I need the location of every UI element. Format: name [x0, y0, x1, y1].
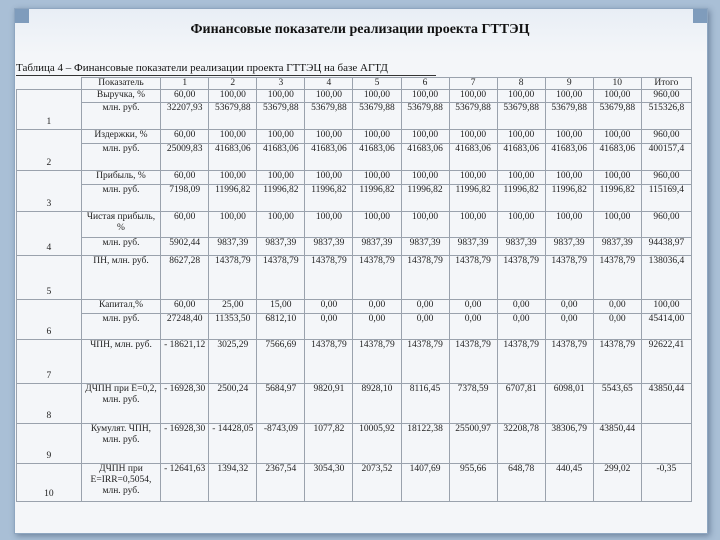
- value-cell: 25009,83: [161, 144, 209, 171]
- value-cell: 14378,79: [401, 340, 449, 384]
- value-cell: 100,00: [449, 130, 497, 144]
- value-cell: -8743,09: [257, 424, 305, 464]
- value-cell: 53679,88: [257, 103, 305, 130]
- value-cell: 45414,00: [641, 314, 691, 340]
- value-cell: 100,00: [593, 130, 641, 144]
- value-cell: 43850,44: [641, 384, 691, 424]
- value-cell: 1394,32: [209, 464, 257, 502]
- value-cell: 25500,97: [449, 424, 497, 464]
- value-cell: 100,00: [401, 130, 449, 144]
- value-cell: 100,00: [545, 171, 593, 185]
- value-cell: 100,00: [497, 130, 545, 144]
- column-header: 6: [401, 78, 449, 90]
- value-cell: 100,00: [593, 171, 641, 185]
- value-cell: 100,00: [545, 90, 593, 103]
- value-cell: 32208,78: [497, 424, 545, 464]
- row-number: 6: [17, 300, 82, 340]
- indicator-name: млн. руб.: [81, 144, 160, 171]
- value-cell: 41683,06: [257, 144, 305, 171]
- value-cell: 25,00: [209, 300, 257, 314]
- value-cell: 100,00: [257, 90, 305, 103]
- indicator-name: Издержки, %: [81, 130, 160, 144]
- value-cell: 53679,88: [593, 103, 641, 130]
- value-cell: 14378,79: [449, 256, 497, 300]
- value-cell: 2073,52: [353, 464, 401, 502]
- indicator-name: Капитал,%: [81, 300, 160, 314]
- value-cell: 7198,09: [161, 185, 209, 212]
- value-cell: 100,00: [257, 171, 305, 185]
- value-cell: 100,00: [497, 212, 545, 238]
- table-row: [17, 314, 692, 340]
- value-cell: 9837,39: [209, 238, 257, 256]
- value-cell: 100,00: [257, 212, 305, 238]
- value-cell: - 18621,12: [161, 340, 209, 384]
- table-row: [17, 300, 692, 314]
- value-cell: 11996,82: [545, 185, 593, 212]
- indicator-name: ДЧПН при E=IRR=0,5054, млн. руб.: [81, 464, 160, 502]
- value-cell: 100,00: [449, 212, 497, 238]
- value-cell: 41683,06: [209, 144, 257, 171]
- value-cell: 0,00: [353, 300, 401, 314]
- table-row: [17, 256, 692, 300]
- value-cell: 440,45: [545, 464, 593, 502]
- value-cell: 18122,38: [401, 424, 449, 464]
- value-cell: 14378,79: [497, 256, 545, 300]
- table-row: [17, 238, 692, 256]
- value-cell: 11353,50: [209, 314, 257, 340]
- value-cell: 299,02: [593, 464, 641, 502]
- value-cell: 53679,88: [449, 103, 497, 130]
- value-cell: 7378,59: [449, 384, 497, 424]
- value-cell: 14378,79: [593, 340, 641, 384]
- indicator-name: ЧПН, млн. руб.: [81, 340, 160, 384]
- value-cell: 10005,92: [353, 424, 401, 464]
- value-cell: 100,00: [209, 212, 257, 238]
- value-cell: 100,00: [449, 90, 497, 103]
- value-cell: 11996,82: [209, 185, 257, 212]
- value-cell: 53679,88: [305, 103, 353, 130]
- value-cell: 9837,39: [497, 238, 545, 256]
- value-cell: 11996,82: [497, 185, 545, 212]
- value-cell: 9837,39: [401, 238, 449, 256]
- value-cell: 9837,39: [257, 238, 305, 256]
- value-cell: 100,00: [401, 171, 449, 185]
- value-cell: 960,00: [641, 212, 691, 238]
- value-cell: 11996,82: [257, 185, 305, 212]
- row-number-header: [17, 78, 82, 90]
- value-cell: 9837,39: [449, 238, 497, 256]
- table-row: [17, 130, 692, 144]
- table-row: [17, 144, 692, 171]
- value-cell: 0,00: [449, 314, 497, 340]
- value-cell: 9837,39: [593, 238, 641, 256]
- value-cell: 100,00: [497, 90, 545, 103]
- value-cell: 94438,97: [641, 238, 691, 256]
- slide-title: Финансовые показатели реализации проекта ГТТЭЦ: [190, 22, 530, 37]
- value-cell: 7566,69: [257, 340, 305, 384]
- row-number: 1: [17, 90, 82, 130]
- value-cell: 27248,40: [161, 314, 209, 340]
- value-cell: 0,00: [401, 314, 449, 340]
- value-cell: 41683,06: [305, 144, 353, 171]
- value-cell: 14378,79: [497, 340, 545, 384]
- value-cell: - 12641,63: [161, 464, 209, 502]
- value-cell: 14378,79: [305, 256, 353, 300]
- value-cell: 960,00: [641, 90, 691, 103]
- value-cell: - 14428,05: [209, 424, 257, 464]
- value-cell: 3025,29: [209, 340, 257, 384]
- value-cell: 0,00: [305, 314, 353, 340]
- value-cell: 2367,54: [257, 464, 305, 502]
- indicator-name: ДЧПН при E=0,2, млн. руб.: [81, 384, 160, 424]
- corner-decoration-right: [693, 9, 707, 23]
- indicator-name: млн. руб.: [81, 185, 160, 212]
- value-cell: 14378,79: [545, 340, 593, 384]
- value-cell: 100,00: [353, 212, 401, 238]
- value-cell: 41683,06: [401, 144, 449, 171]
- indicator-name: млн. руб.: [81, 314, 160, 340]
- row-number: 2: [17, 130, 82, 171]
- corner-decoration-left: [15, 9, 29, 23]
- value-cell: 2500,24: [209, 384, 257, 424]
- table-row: [17, 212, 692, 238]
- indicator-name: млн. руб.: [81, 238, 160, 256]
- value-cell: 0,00: [593, 314, 641, 340]
- value-cell: -0,35: [641, 464, 691, 502]
- value-cell: 100,00: [353, 130, 401, 144]
- value-cell: 100,00: [545, 212, 593, 238]
- value-cell: 100,00: [353, 171, 401, 185]
- row-number: 7: [17, 340, 82, 384]
- value-cell: 8928,10: [353, 384, 401, 424]
- value-cell: 41683,06: [545, 144, 593, 171]
- value-cell: 41683,06: [449, 144, 497, 171]
- value-cell: 60,00: [161, 90, 209, 103]
- indicator-name: Выручка, %: [81, 90, 160, 103]
- table-row: [17, 384, 692, 424]
- column-header: 1: [161, 78, 209, 90]
- value-cell: 0,00: [497, 300, 545, 314]
- value-cell: 100,00: [593, 90, 641, 103]
- row-number: 5: [17, 256, 82, 300]
- table-row: [17, 340, 692, 384]
- value-cell: 14378,79: [401, 256, 449, 300]
- value-cell: 648,78: [497, 464, 545, 502]
- table-row: [17, 464, 692, 502]
- value-cell: 0,00: [449, 300, 497, 314]
- value-cell: 6812,10: [257, 314, 305, 340]
- value-cell: 60,00: [161, 300, 209, 314]
- table-row: [17, 90, 692, 103]
- value-cell: 955,66: [449, 464, 497, 502]
- value-cell: [641, 424, 691, 464]
- value-cell: 100,00: [545, 130, 593, 144]
- value-cell: 6707,81: [497, 384, 545, 424]
- value-cell: 9820,91: [305, 384, 353, 424]
- column-header: 2: [209, 78, 257, 90]
- indicator-name: Кумулят. ЧПН, млн. руб.: [81, 424, 160, 464]
- table-row: [17, 103, 692, 130]
- column-header: 9: [545, 78, 593, 90]
- value-cell: 0,00: [353, 314, 401, 340]
- value-cell: 100,00: [305, 130, 353, 144]
- indicator-name: ПН, млн. руб.: [81, 256, 160, 300]
- column-header: Итого: [641, 78, 691, 90]
- value-cell: 100,00: [305, 212, 353, 238]
- value-cell: 0,00: [305, 300, 353, 314]
- column-header: 7: [449, 78, 497, 90]
- indicator-name: Прибыль, %: [81, 171, 160, 185]
- value-cell: 100,00: [449, 171, 497, 185]
- column-header: 4: [305, 78, 353, 90]
- row-number: 8: [17, 384, 82, 424]
- value-cell: 0,00: [545, 300, 593, 314]
- value-cell: 8627,28: [161, 256, 209, 300]
- value-cell: 92622,41: [641, 340, 691, 384]
- value-cell: 100,00: [209, 130, 257, 144]
- value-cell: 960,00: [641, 171, 691, 185]
- table-row: [17, 171, 692, 185]
- value-cell: 14378,79: [305, 340, 353, 384]
- value-cell: 115169,4: [641, 185, 691, 212]
- value-cell: 60,00: [161, 212, 209, 238]
- value-cell: 100,00: [353, 90, 401, 103]
- value-cell: 100,00: [497, 171, 545, 185]
- column-header: 3: [257, 78, 305, 90]
- value-cell: 0,00: [401, 300, 449, 314]
- indicator-name: млн. руб.: [81, 103, 160, 130]
- row-number: 4: [17, 212, 82, 256]
- value-cell: 11996,82: [401, 185, 449, 212]
- value-cell: 41683,06: [593, 144, 641, 171]
- value-cell: 100,00: [209, 171, 257, 185]
- value-cell: 11996,82: [593, 185, 641, 212]
- value-cell: 15,00: [257, 300, 305, 314]
- value-cell: - 16928,30: [161, 424, 209, 464]
- value-cell: 0,00: [545, 314, 593, 340]
- value-cell: 11996,82: [353, 185, 401, 212]
- value-cell: 53679,88: [209, 103, 257, 130]
- value-cell: 53679,88: [497, 103, 545, 130]
- value-cell: 14378,79: [545, 256, 593, 300]
- value-cell: 0,00: [497, 314, 545, 340]
- column-header: 5: [353, 78, 401, 90]
- column-header: 8: [497, 78, 545, 90]
- value-cell: 14378,79: [353, 256, 401, 300]
- value-cell: 960,00: [641, 130, 691, 144]
- column-header-indicator: Показатель: [81, 78, 160, 90]
- value-cell: 5684,97: [257, 384, 305, 424]
- value-cell: 43850,44: [593, 424, 641, 464]
- caption-underline: [16, 75, 436, 76]
- value-cell: 14378,79: [257, 256, 305, 300]
- value-cell: 32207,93: [161, 103, 209, 130]
- table-caption: Таблица 4 – Финансовые показатели реализации проекта ГТТЭЦ на базе АГТД: [16, 62, 388, 74]
- value-cell: 9837,39: [545, 238, 593, 256]
- value-cell: 138036,4: [641, 256, 691, 300]
- value-cell: - 16928,30: [161, 384, 209, 424]
- value-cell: 1077,82: [305, 424, 353, 464]
- row-number: 3: [17, 171, 82, 212]
- value-cell: 400157,4: [641, 144, 691, 171]
- value-cell: 8116,45: [401, 384, 449, 424]
- value-cell: 60,00: [161, 130, 209, 144]
- value-cell: 6098,01: [545, 384, 593, 424]
- value-cell: 14378,79: [209, 256, 257, 300]
- value-cell: 5902,44: [161, 238, 209, 256]
- value-cell: 100,00: [305, 90, 353, 103]
- value-cell: 100,00: [593, 212, 641, 238]
- value-cell: 515326,8: [641, 103, 691, 130]
- value-cell: 100,00: [401, 90, 449, 103]
- financial-table: [16, 77, 692, 502]
- value-cell: 60,00: [161, 171, 209, 185]
- value-cell: 53679,88: [353, 103, 401, 130]
- value-cell: 9837,39: [305, 238, 353, 256]
- value-cell: 41683,06: [497, 144, 545, 171]
- value-cell: 11996,82: [305, 185, 353, 212]
- value-cell: 5543,65: [593, 384, 641, 424]
- value-cell: 14378,79: [449, 340, 497, 384]
- value-cell: 1407,69: [401, 464, 449, 502]
- value-cell: 9837,39: [353, 238, 401, 256]
- value-cell: 100,00: [209, 90, 257, 103]
- value-cell: 100,00: [641, 300, 691, 314]
- value-cell: 14378,79: [353, 340, 401, 384]
- value-cell: 53679,88: [401, 103, 449, 130]
- value-cell: 100,00: [305, 171, 353, 185]
- table-header-row: [17, 78, 692, 90]
- row-number: 10: [17, 464, 82, 502]
- table-row: [17, 185, 692, 212]
- value-cell: 38306,79: [545, 424, 593, 464]
- column-header: 10: [593, 78, 641, 90]
- value-cell: 53679,88: [545, 103, 593, 130]
- value-cell: 0,00: [593, 300, 641, 314]
- value-cell: 11996,82: [449, 185, 497, 212]
- value-cell: 3054,30: [305, 464, 353, 502]
- value-cell: 14378,79: [593, 256, 641, 300]
- table-row: [17, 424, 692, 464]
- value-cell: 100,00: [401, 212, 449, 238]
- value-cell: 100,00: [257, 130, 305, 144]
- indicator-name: Чистая прибыль, %: [81, 212, 160, 238]
- value-cell: 41683,06: [353, 144, 401, 171]
- row-number: 9: [17, 424, 82, 464]
